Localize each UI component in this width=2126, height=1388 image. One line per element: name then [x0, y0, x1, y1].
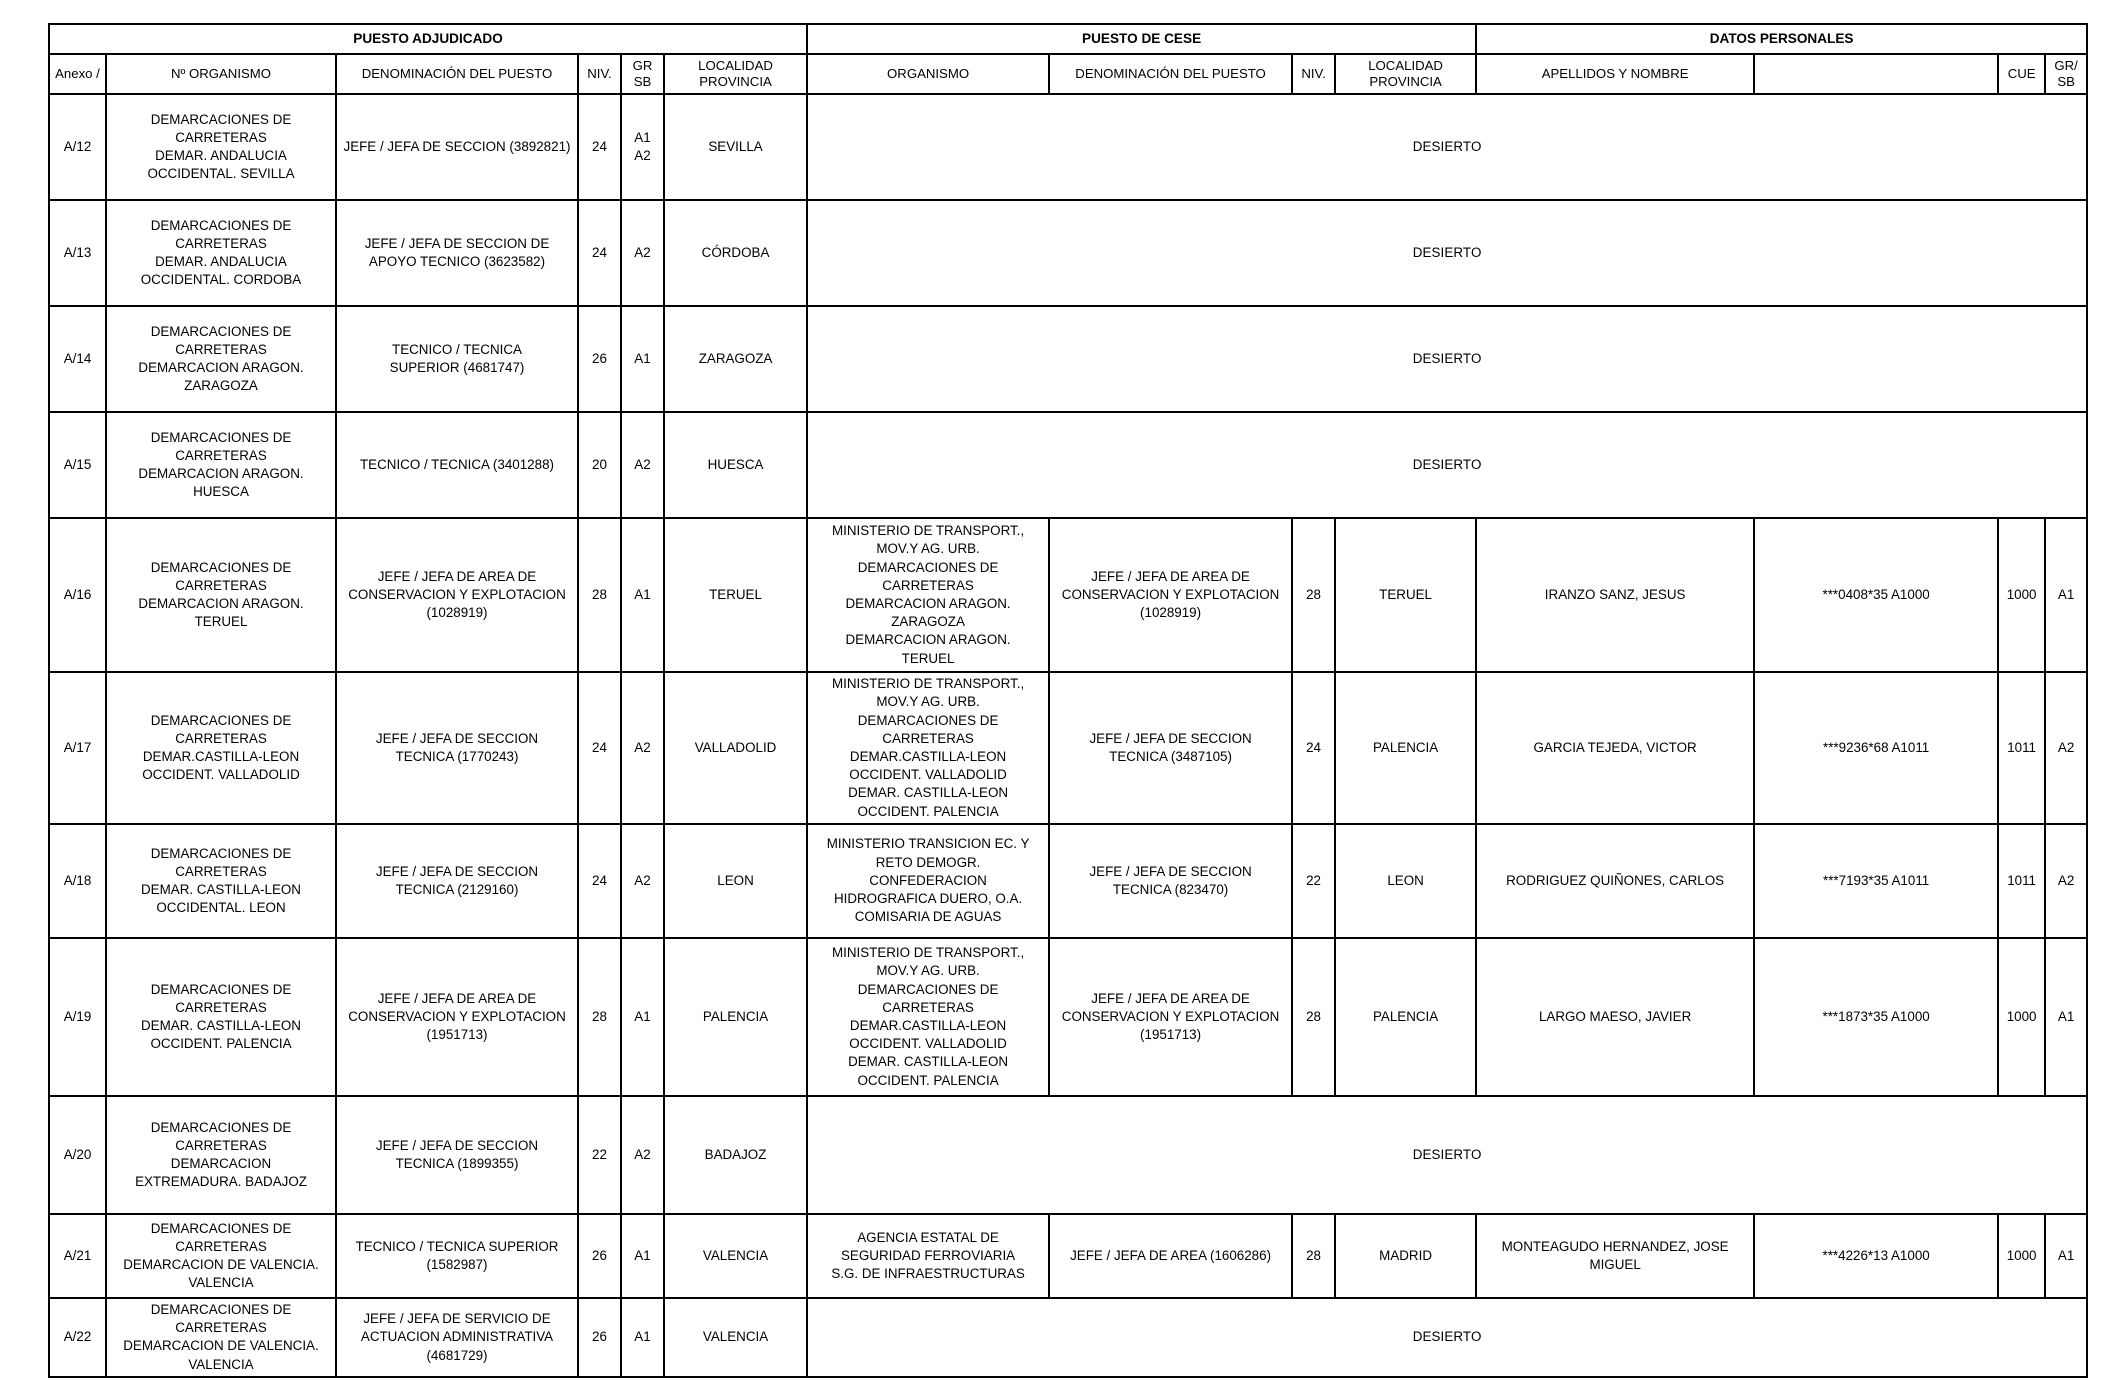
- cell-localidad: BADAJOZ: [664, 1096, 807, 1214]
- cell-cese-nivel: 28: [1292, 1214, 1335, 1298]
- cell-nombre: IRANZO SANZ, JESUS: [1476, 518, 1754, 672]
- cell-anexo: A/19: [49, 938, 106, 1096]
- table-row: [49, 1214, 2087, 1298]
- cell-organismo: DEMARCACIONES DE CARRETERAS DEMAR. CASTILLA-LEON OCCIDENT. PALENCIA: [106, 938, 336, 1096]
- cell-cese-localidad: TERUEL: [1335, 518, 1476, 672]
- cell-cese-localidad: PALENCIA: [1335, 672, 1476, 824]
- cell-dni: ***7193*35 A1011: [1754, 824, 1998, 938]
- col-nivel: NIV.: [578, 54, 621, 94]
- cell-grupo: A1: [621, 518, 664, 672]
- cell-grupo: A1: [621, 306, 664, 412]
- cell-organismo: DEMARCACIONES DE CARRETERAS DEMARCACION ARAGON. ZARAGOZA: [106, 306, 336, 412]
- cell-nivel: 24: [578, 672, 621, 824]
- cell-puesto: TECNICO / TECNICA SUPERIOR (4681747): [336, 306, 578, 412]
- cell-puesto: JEFE / JEFA DE SECCION (3892821): [336, 94, 578, 200]
- cell-cese-localidad: PALENCIA: [1335, 938, 1476, 1096]
- cell-anexo: A/20: [49, 1096, 106, 1214]
- cell-cese-puesto: JEFE / JEFA DE SECCION TECNICA (823470): [1049, 824, 1292, 938]
- col-cese-organismo: ORGANISMO: [807, 54, 1049, 94]
- cell-gr-sb: A2: [2045, 672, 2087, 824]
- cell-cese-puesto: JEFE / JEFA DE AREA DE CONSERVACION Y EXPLOTACION (1951713): [1049, 938, 1292, 1096]
- cell-puesto: JEFE / JEFA DE SECCION TECNICA (1770243): [336, 672, 578, 824]
- cell-anexo: A/13: [49, 200, 106, 306]
- cell-cese-nivel: 22: [1292, 824, 1335, 938]
- cell-localidad: ZARAGOZA: [664, 306, 807, 412]
- cell-grupo: A2: [621, 824, 664, 938]
- table-row: [49, 672, 2087, 824]
- cell-nombre: LARGO MAESO, JAVIER: [1476, 938, 1754, 1096]
- cell-organismo: DEMARCACIONES DE CARRETERAS DEMARCACION ARAGON. TERUEL: [106, 518, 336, 672]
- cell-gr-sb: A2: [2045, 824, 2087, 938]
- cell-desierto: DESIERTO: [807, 1298, 2087, 1377]
- cell-cue: 1000: [1998, 518, 2045, 672]
- col-gr-sb: GR/ SB: [2045, 54, 2087, 94]
- cell-dni: ***4226*13 A1000: [1754, 1214, 1998, 1298]
- cell-organismo: DEMARCACIONES DE CARRETERAS DEMARCACION EXTREMADURA. BADAJOZ: [106, 1096, 336, 1214]
- cell-gr-sb: A1: [2045, 518, 2087, 672]
- cell-nivel: 28: [578, 518, 621, 672]
- cell-cese-localidad: MADRID: [1335, 1214, 1476, 1298]
- cell-grupo: A1 A2: [621, 94, 664, 200]
- cell-localidad: HUESCA: [664, 412, 807, 518]
- cell-grupo: A1: [621, 1298, 664, 1377]
- cell-grupo: A2: [621, 200, 664, 306]
- cell-cese-nivel: 28: [1292, 518, 1335, 672]
- group-header-row: [49, 24, 2087, 54]
- cell-dni: ***0408*35 A1000: [1754, 518, 1998, 672]
- cell-organismo: DEMARCACIONES DE CARRETERAS DEMARCACION ARAGON. HUESCA: [106, 412, 336, 518]
- table-row: [49, 412, 2087, 518]
- cell-nivel: 28: [578, 938, 621, 1096]
- cell-localidad: VALLADOLID: [664, 672, 807, 824]
- table-row: [49, 200, 2087, 306]
- col-grupo: GR SB: [621, 54, 664, 94]
- cell-cese-puesto: JEFE / JEFA DE SECCION TECNICA (3487105): [1049, 672, 1292, 824]
- cell-dni: ***9236*68 A1011: [1754, 672, 1998, 824]
- cell-organismo: DEMARCACIONES DE CARRETERAS DEMAR. CASTILLA-LEON OCCIDENTAL. LEON: [106, 824, 336, 938]
- table-row: [49, 518, 2087, 672]
- cell-grupo: A1: [621, 938, 664, 1096]
- cell-puesto: JEFE / JEFA DE AREA DE CONSERVACION Y EXPLOTACION (1028919): [336, 518, 578, 672]
- cell-desierto: DESIERTO: [807, 412, 2087, 518]
- group-datos-personales: DATOS PERSONALES: [1476, 24, 2087, 54]
- table-row: [49, 1298, 2087, 1377]
- cell-nombre: GARCIA TEJEDA, VICTOR: [1476, 672, 1754, 824]
- table-row: [49, 94, 2087, 200]
- col-denominacion: DENOMINACIÓN DEL PUESTO: [336, 54, 578, 94]
- col-cese-nivel: NIV.: [1292, 54, 1335, 94]
- cell-grupo: A1: [621, 1214, 664, 1298]
- column-header-row: [49, 54, 2087, 94]
- cell-gr-sb: A1: [2045, 1214, 2087, 1298]
- cell-puesto: TECNICO / TECNICA (3401288): [336, 412, 578, 518]
- cell-nombre: RODRIGUEZ QUIÑONES, CARLOS: [1476, 824, 1754, 938]
- cell-puesto: JEFE / JEFA DE SECCION DE APOYO TECNICO (3623582): [336, 200, 578, 306]
- cell-grupo: A2: [621, 1096, 664, 1214]
- cell-cese-puesto: JEFE / JEFA DE AREA (1606286): [1049, 1214, 1292, 1298]
- cell-nivel: 24: [578, 94, 621, 200]
- cell-organismo: DEMARCACIONES DE CARRETERAS DEMAR.CASTILLA-LEON OCCIDENT. VALLADOLID: [106, 672, 336, 824]
- cell-organismo: DEMARCACIONES DE CARRETERAS DEMAR. ANDALUCIA OCCIDENTAL. SEVILLA: [106, 94, 336, 200]
- table-row: [49, 824, 2087, 938]
- table-row: [49, 306, 2087, 412]
- cell-cese-localidad: LEON: [1335, 824, 1476, 938]
- cell-puesto: TECNICO / TECNICA SUPERIOR (1582987): [336, 1214, 578, 1298]
- cell-puesto: JEFE / JEFA DE AREA DE CONSERVACION Y EXPLOTACION (1951713): [336, 938, 578, 1096]
- cell-desierto: DESIERTO: [807, 200, 2087, 306]
- cell-nivel: 24: [578, 200, 621, 306]
- table-row: [49, 938, 2087, 1096]
- cell-localidad: TERUEL: [664, 518, 807, 672]
- group-puesto-adjudicado: PUESTO ADJUDICADO: [49, 24, 807, 54]
- cell-localidad: SEVILLA: [664, 94, 807, 200]
- cell-nombre: MONTEAGUDO HERNANDEZ, JOSE MIGUEL: [1476, 1214, 1754, 1298]
- cell-cue: 1000: [1998, 1214, 2045, 1298]
- cell-desierto: DESIERTO: [807, 1096, 2087, 1214]
- cell-nivel: 22: [578, 1096, 621, 1214]
- cell-localidad: CÓRDOBA: [664, 200, 807, 306]
- cell-anexo: A/17: [49, 672, 106, 824]
- cell-puesto: JEFE / JEFA DE SERVICIO DE ACTUACION ADMINISTRATIVA (4681729): [336, 1298, 578, 1377]
- cell-gr-sb: A1: [2045, 938, 2087, 1096]
- cell-cese-organismo: MINISTERIO DE TRANSPORT., MOV.Y AG. URB. DEMARCACIONES DE CARRETERAS DEMARCACION ARAGON. ZARAGOZA DEMARCACION ARAGON. TERUEL: [807, 518, 1049, 672]
- cell-anexo: A/12: [49, 94, 106, 200]
- table-row: [49, 1096, 2087, 1214]
- cell-cue: 1011: [1998, 824, 2045, 938]
- cell-nivel: 26: [578, 1214, 621, 1298]
- cell-anexo: A/16: [49, 518, 106, 672]
- cell-cese-organismo: MINISTERIO TRANSICION EC. Y RETO DEMOGR. CONFEDERACION HIDROGRAFICA DUERO, O.A. COMISARIA DE AGUAS: [807, 824, 1049, 938]
- cell-cese-puesto: JEFE / JEFA DE AREA DE CONSERVACION Y EXPLOTACION (1028919): [1049, 518, 1292, 672]
- col-dni: [1754, 54, 1998, 94]
- cell-anexo: A/21: [49, 1214, 106, 1298]
- cell-organismo: DEMARCACIONES DE CARRETERAS DEMARCACION DE VALENCIA. VALENCIA: [106, 1214, 336, 1298]
- cell-organismo: DEMARCACIONES DE CARRETERAS DEMARCACION DE VALENCIA. VALENCIA: [106, 1298, 336, 1377]
- cell-localidad: LEON: [664, 824, 807, 938]
- cell-nivel: 26: [578, 1298, 621, 1377]
- cell-cue: 1011: [1998, 672, 2045, 824]
- col-cue: CUE: [1998, 54, 2045, 94]
- cell-nivel: 24: [578, 824, 621, 938]
- cell-anexo: A/14: [49, 306, 106, 412]
- cell-localidad: PALENCIA: [664, 938, 807, 1096]
- cell-cese-nivel: 28: [1292, 938, 1335, 1096]
- cell-desierto: DESIERTO: [807, 306, 2087, 412]
- cell-desierto: DESIERTO: [807, 94, 2087, 200]
- cell-anexo: A/15: [49, 412, 106, 518]
- cell-dni: ***1873*35 A1000: [1754, 938, 1998, 1096]
- cell-anexo: A/18: [49, 824, 106, 938]
- cell-grupo: A2: [621, 672, 664, 824]
- col-organismo: Nº ORGANISMO: [106, 54, 336, 94]
- cell-cese-organismo: AGENCIA ESTATAL DE SEGURIDAD FERROVIARIA S.G. DE INFRAESTRUCTURAS: [807, 1214, 1049, 1298]
- cell-localidad: VALENCIA: [664, 1214, 807, 1298]
- col-cese-denominacion: DENOMINACIÓN DEL PUESTO: [1049, 54, 1292, 94]
- col-localidad: LOCALIDAD PROVINCIA: [664, 54, 807, 94]
- cell-puesto: JEFE / JEFA DE SECCION TECNICA (2129160): [336, 824, 578, 938]
- cell-nivel: 20: [578, 412, 621, 518]
- cell-grupo: A2: [621, 412, 664, 518]
- cell-organismo: DEMARCACIONES DE CARRETERAS DEMAR. ANDALUCIA OCCIDENTAL. CORDOBA: [106, 200, 336, 306]
- col-apellidos-nombre: APELLIDOS Y NOMBRE: [1476, 54, 1754, 94]
- cell-anexo: A/22: [49, 1298, 106, 1377]
- cell-localidad: VALENCIA: [664, 1298, 807, 1377]
- cell-nivel: 26: [578, 306, 621, 412]
- cell-cese-nivel: 24: [1292, 672, 1335, 824]
- col-anexo: Anexo /: [49, 54, 106, 94]
- cell-cese-organismo: MINISTERIO DE TRANSPORT., MOV.Y AG. URB. DEMARCACIONES DE CARRETERAS DEMAR.CASTILLA-LEON OCCIDENT. VALLADOLID DEMAR. CASTILLA-LEON OCCIDENT. PALENCIA: [807, 672, 1049, 824]
- cell-puesto: JEFE / JEFA DE SECCION TECNICA (1899355): [336, 1096, 578, 1214]
- adjudications-table: [48, 23, 2088, 1378]
- col-cese-localidad: LOCALIDAD PROVINCIA: [1335, 54, 1476, 94]
- cell-cese-organismo: MINISTERIO DE TRANSPORT., MOV.Y AG. URB. DEMARCACIONES DE CARRETERAS DEMAR.CASTILLA-LEON OCCIDENT. VALLADOLID DEMAR. CASTILLA-LEON OCCIDENT. PALENCIA: [807, 938, 1049, 1096]
- group-puesto-cese: PUESTO DE CESE: [807, 24, 1476, 54]
- cell-cue: 1000: [1998, 938, 2045, 1096]
